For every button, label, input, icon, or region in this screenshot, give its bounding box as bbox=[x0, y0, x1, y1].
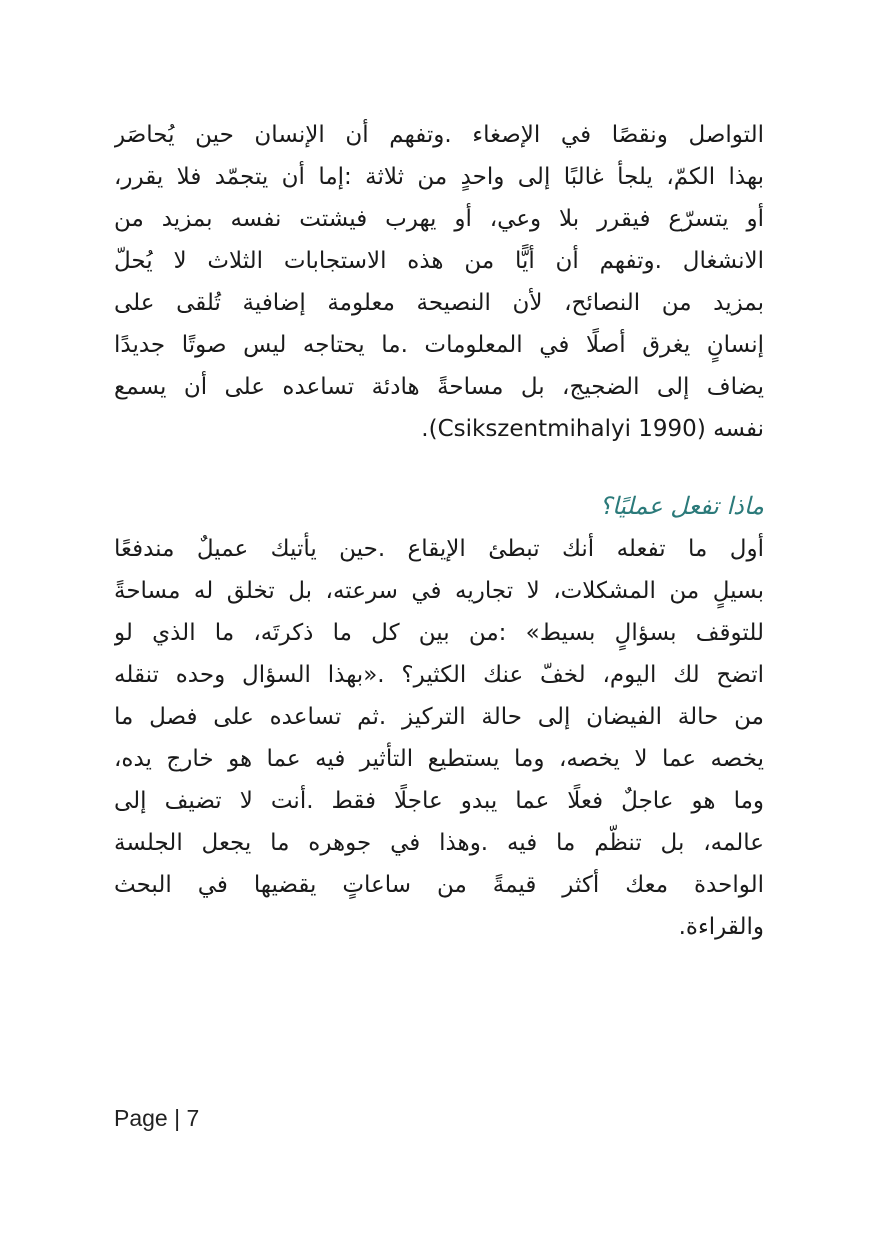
paragraph-line: بمزيد من النصائح، لأن النصيحة معلومة إضافية تُلقى على bbox=[114, 290, 764, 316]
body-paragraph-1 bbox=[114, 114, 764, 450]
paragraph-line: التواصل ونقصًا في الإصغاء .وتفهم أن الإنسان حين يُحاصَر bbox=[114, 122, 764, 148]
paragraph-line: أو يتسرّع فيقرر بلا وعي، أو يهرب فيشتت نفسه بمزيد من bbox=[114, 206, 764, 232]
paragraph-line: والقراءة. bbox=[678, 914, 764, 940]
paragraph-line: للتوقف بسؤالٍ بسيط» :من بين كل ما ذكرتَه، ما الذي لو bbox=[114, 620, 764, 646]
paragraph-line: نفسه (Csikszentmihalyi 1990). bbox=[421, 416, 764, 442]
paragraph-line: يخصه عما لا يخصه، وما يستطيع التأثير فيه عما هو خارج يده، bbox=[114, 746, 764, 772]
section-heading: ماذا تفعل عمليًا؟ bbox=[599, 492, 764, 520]
paragraph-line: عالمه، بل تنظّم ما فيه .وهذا في جوهره ما يجعل الجلسة bbox=[114, 830, 764, 856]
paragraph-line: وما هو عاجلٌ فعلًا عما يبدو عاجلًا فقط .أنت لا تضيف إلى bbox=[114, 788, 764, 814]
paragraph-line: بسيلٍ من المشكلات، لا تجاريه في سرعته، بل تخلق له مساحةً bbox=[114, 578, 764, 604]
paragraph-line: الانشغال .وتفهم أن أيًّا من هذه الاستجابات الثلاث لا يُحلّ bbox=[114, 248, 764, 274]
paragraph-line: أول ما تفعله أنك تبطئ الإيقاع .حين يأتيك عميلٌ مندفعًا bbox=[114, 536, 764, 562]
paragraph-line: اتضح لك اليوم، لخفّ عنك الكثير؟ .«بهذا السؤال وحده تنقله bbox=[114, 662, 764, 688]
body-paragraph-2 bbox=[114, 528, 764, 948]
paragraph-line: بهذا الكمّ، يلجأ غالبًا إلى واحدٍ من ثلاثة :إما أن يتجمّد فلا يقرر، bbox=[114, 164, 764, 190]
page-number-footer: Page | 7 bbox=[114, 1105, 200, 1131]
paragraph-line: يضاف إلى الضجيج، بل مساحةً هادئة تساعده على أن يسمع bbox=[114, 374, 764, 400]
paragraph-line: من حالة الفيضان إلى حالة التركيز .ثم تساعده على فصل ما bbox=[114, 704, 764, 730]
paragraph-line: إنسانٍ يغرق أصلًا في المعلومات .ما يحتاجه ليس صوتًا جديدًا bbox=[114, 332, 764, 358]
paragraph-line: الواحدة معك أكثر قيمةً من ساعاتٍ يقضيها في البحث bbox=[114, 872, 764, 898]
